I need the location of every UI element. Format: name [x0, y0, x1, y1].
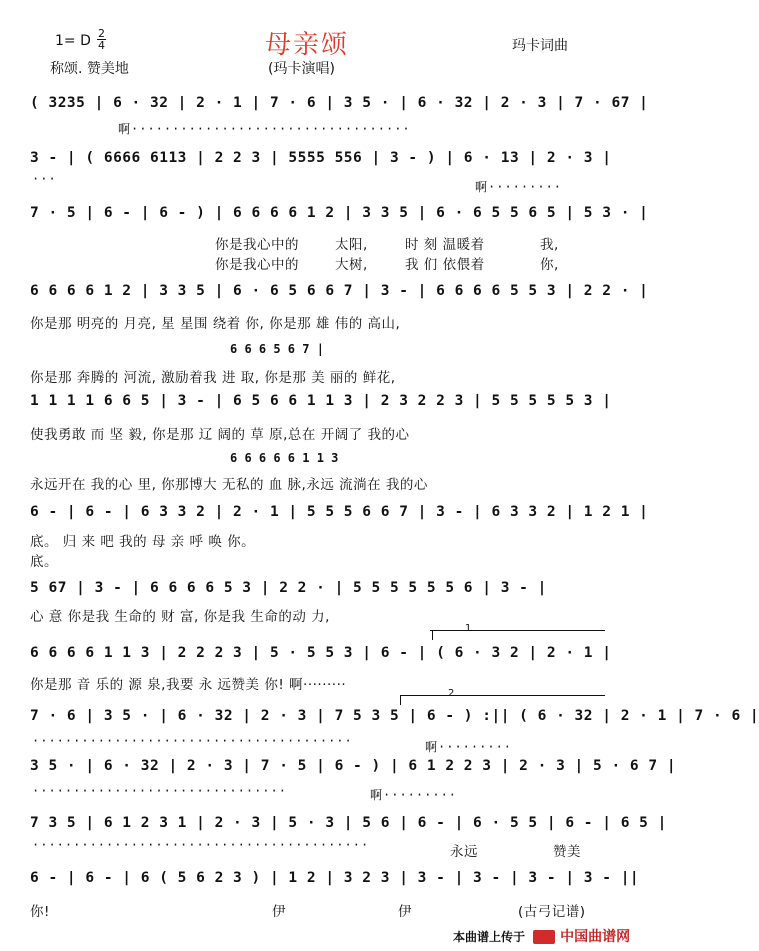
lyric-row-2: 啊········· [475, 180, 563, 194]
site-logo[interactable] [533, 926, 630, 946]
lyric-verse-1: 我, [540, 237, 559, 253]
dots-row-2: ··· [32, 172, 57, 186]
key-signature: 1= D [55, 33, 91, 49]
lyric-row-11: 啊········· [425, 740, 513, 754]
notation-row-2: 3 - | ( 6666 6113 | 2 2 3 | 5555 556 | 3 - ) | 6 · 13 | 2 · 3 | [30, 150, 612, 166]
volta-2-label: 2 [448, 688, 455, 699]
alt-notation-row-7: 6 6 6 6 6 1 1 3 [230, 451, 339, 465]
lyric-verse-1: 时 刻 温暖着 [405, 237, 485, 253]
alt-notation-row-5: 6 6 6 5 6 7 | [230, 342, 324, 356]
lyric-verse-2: 我 们 依偎着 [405, 257, 485, 273]
upload-note: 本曲谱上传于 [453, 930, 526, 944]
lyric-row-13: 赞美 [553, 844, 581, 860]
time-signature: 2 4 [98, 27, 105, 52]
lyric-verse-1: 你是我心中的 [215, 237, 299, 253]
lyric-row-10: 你是那 音 乐的 源 泉,我要 永 远赞美 你! 啊········· [30, 677, 347, 693]
credits: 玛卡词曲 [512, 38, 568, 54]
dots-row-12: ······························· [32, 784, 287, 798]
lyric-row-8: 底。 归 来 吧 我的 母 亲 呼 唤 你。 [30, 534, 256, 550]
notation-row-1: ( 3235 | 6 · 32 | 2 · 1 | 7 · 6 | 3 5 · | 6 · 32 | 2 · 3 | 7 · 67 | [30, 95, 649, 111]
notation-row-6: 1 1 1 1 6 6 5 | 3 - | 6 5 6 6 1 1 3 | 2 3 2 2 3 | 5 5 5 5 5 3 | [30, 393, 612, 409]
notation-row-13: 7 3 5 | 6 1 2 3 1 | 2 · 3 | 5 · 3 | 5 6 | 6 - | 6 · 5 5 | 6 - | 6 5 | [30, 815, 667, 831]
notation-row-12: 3 5 · | 6 · 32 | 2 · 3 | 7 · 5 | 6 - ) | 6 1 2 2 3 | 2 · 3 | 5 · 6 7 | [30, 758, 677, 774]
lyric-row-7: 永远开在 我的心 里, 你那博大 无私的 血 脉,永远 流淌在 我的心 [30, 477, 428, 493]
lyric-verse-1: 太阳, [335, 237, 368, 253]
notation-row-11: 7 · 6 | 3 5 · | 6 · 32 | 2 · 3 | 7 5 3 5 | 6 - ) :|| ( 6 · 32 | 2 · 1 | 7 · 6 | [30, 708, 759, 724]
volta-1-label: 1 [465, 623, 472, 634]
lyric-row-13: 永远 [450, 844, 478, 860]
notation-row-8: 6 - | 6 - | 6 3 3 2 | 2 · 1 | 5 5 5 6 6 7 | 3 - | 6 3 3 2 | 1 2 1 | [30, 504, 649, 520]
lyric-verse-2: 大树, [335, 257, 368, 273]
notation-row-4: 6 6 6 6 1 2 | 3 3 5 | 6 · 6 5 6 6 7 | 3 - | 6 6 6 6 5 5 3 | 2 2 · | [30, 283, 649, 299]
notation-row-9: 5 67 | 3 - | 6 6 6 6 5 3 | 2 2 · | 5 5 5 5 5 5 6 | 3 - | [30, 580, 547, 596]
notation-row-14: 6 - | 6 - | 6 ( 5 6 2 3 ) | 1 2 | 3 2 3 | 3 - | 3 - | 3 - | 3 - || [30, 870, 640, 886]
lyric-verse-2: 你, [540, 257, 559, 273]
dots-row-13: ········································· [32, 838, 370, 852]
lyric-row-6: 使我勇敢 而 坚 毅, 你是那 辽 阔的 草 原,总在 开阔了 我的心 [30, 427, 410, 443]
lyric-row-14: 伊 [398, 904, 412, 920]
lyric-row-9: 心 意 你是我 生命的 财 富, 你是我 生命的动 力, [30, 609, 330, 625]
notation-row-10: 6 6 6 6 1 1 3 | 2 2 2 3 | 5 · 5 5 3 | 6 - | ( 6 · 3 2 | 2 · 1 | [30, 645, 612, 661]
dots-row-11: ······································· [32, 734, 353, 748]
logo-icon [533, 930, 555, 944]
singer-credit: (玛卡演唱) [268, 61, 335, 77]
logo-text: 中国曲谱网 [560, 929, 631, 945]
volta-bracket-2 [400, 695, 605, 696]
volta-bracket-1-edge [432, 630, 433, 640]
lyric-verse-2: 你是我心中的 [215, 257, 299, 273]
lyric-row-4: 你是那 明亮的 月亮, 星 星围 绕着 你, 你是那 雄 伟的 高山, [30, 316, 401, 332]
page-title: 母亲颂 [265, 30, 350, 60]
lyric-row-1: 啊·································· [118, 122, 411, 136]
volta-bracket-1 [430, 630, 605, 631]
volta-bracket-2-edge [400, 695, 401, 705]
notation-row-3: 7 · 5 | 6 - | 6 - ) | 6 6 6 6 1 2 | 3 3 5 | 6 · 6 5 5 6 5 | 5 3 · | [30, 205, 649, 221]
expression-marking: 称颂. 赞美地 [50, 61, 129, 77]
lyric-row-14: 你! [30, 904, 50, 920]
lyric-row-14: 伊 [272, 904, 286, 920]
lyric-row-8b: 底。 [30, 554, 58, 570]
transcriber-credit: (古弓记谱) [518, 904, 586, 920]
lyric-row-5: 你是那 奔腾的 河流, 激励着我 进 取, 你是那 美 丽的 鲜花, [30, 370, 396, 386]
lyric-row-12: 啊········· [370, 788, 458, 802]
